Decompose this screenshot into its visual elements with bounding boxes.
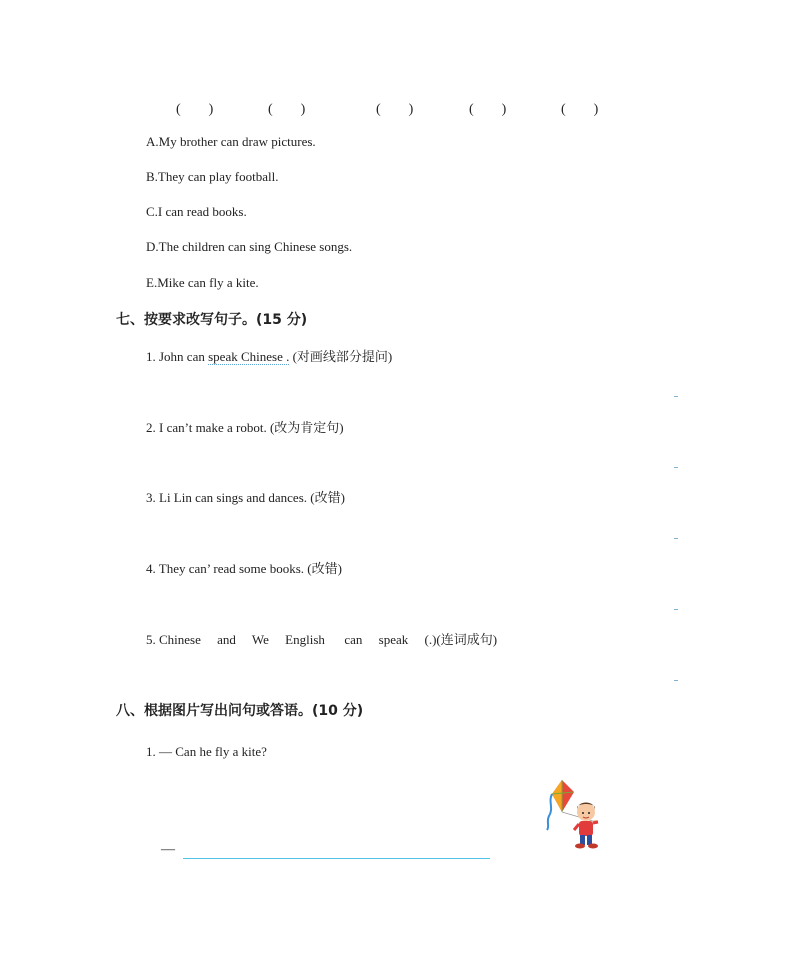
answer-paren-3: ( ) <box>376 102 414 117</box>
answer-dash: — <box>161 842 175 857</box>
option-b: B.They can play football. <box>146 169 279 184</box>
question-7-5: 5. Chinese and We English can speak (.)(连词成句) <box>146 632 498 647</box>
answer-blank-7-1 <box>674 396 678 397</box>
answer-blank-7-4 <box>674 609 678 610</box>
answer-paren-2: ( ) <box>268 102 306 117</box>
question-7-1-prefix: 1. John can <box>146 349 209 364</box>
option-e: E.Mike can fly a kite. <box>146 275 259 290</box>
answer-blank-7-2 <box>674 467 678 468</box>
option-c: C.I can read books. <box>146 204 247 219</box>
question-7-1 <box>146 346 392 365</box>
question-7-3: 3. Li Lin can sings and dances. (改错) <box>146 490 345 505</box>
question-7-1-underlined: speak Chinese . <box>208 349 290 364</box>
answer-paren-5: ( ) <box>561 102 599 117</box>
question-7-2: 2. I can’t make a robot. (改为肯定句) <box>146 420 344 435</box>
option-a: A.My brother can draw pictures. <box>146 134 316 149</box>
answer-line-8-1[interactable] <box>183 858 490 859</box>
question-8-1: 1. — Can he fly a kite? <box>146 744 267 759</box>
answer-blank-7-5 <box>674 680 678 681</box>
question-7-1-instruction: (对画线部分提问) <box>289 349 393 364</box>
section-7-heading: 七、按要求改写句子。(15 分) <box>116 312 308 328</box>
section-8-heading: 八、根据图片写出问句或答语。(10 分) <box>116 703 364 719</box>
answer-paren-1: ( ) <box>176 102 214 117</box>
answer-paren-4: ( ) <box>469 102 507 117</box>
boy-flying-kite-image <box>540 778 610 854</box>
question-7-4: 4. They can’ read some books. (改错) <box>146 561 342 576</box>
option-d: D.The children can sing Chinese songs. <box>146 239 353 254</box>
answer-blank-7-3 <box>674 538 678 539</box>
